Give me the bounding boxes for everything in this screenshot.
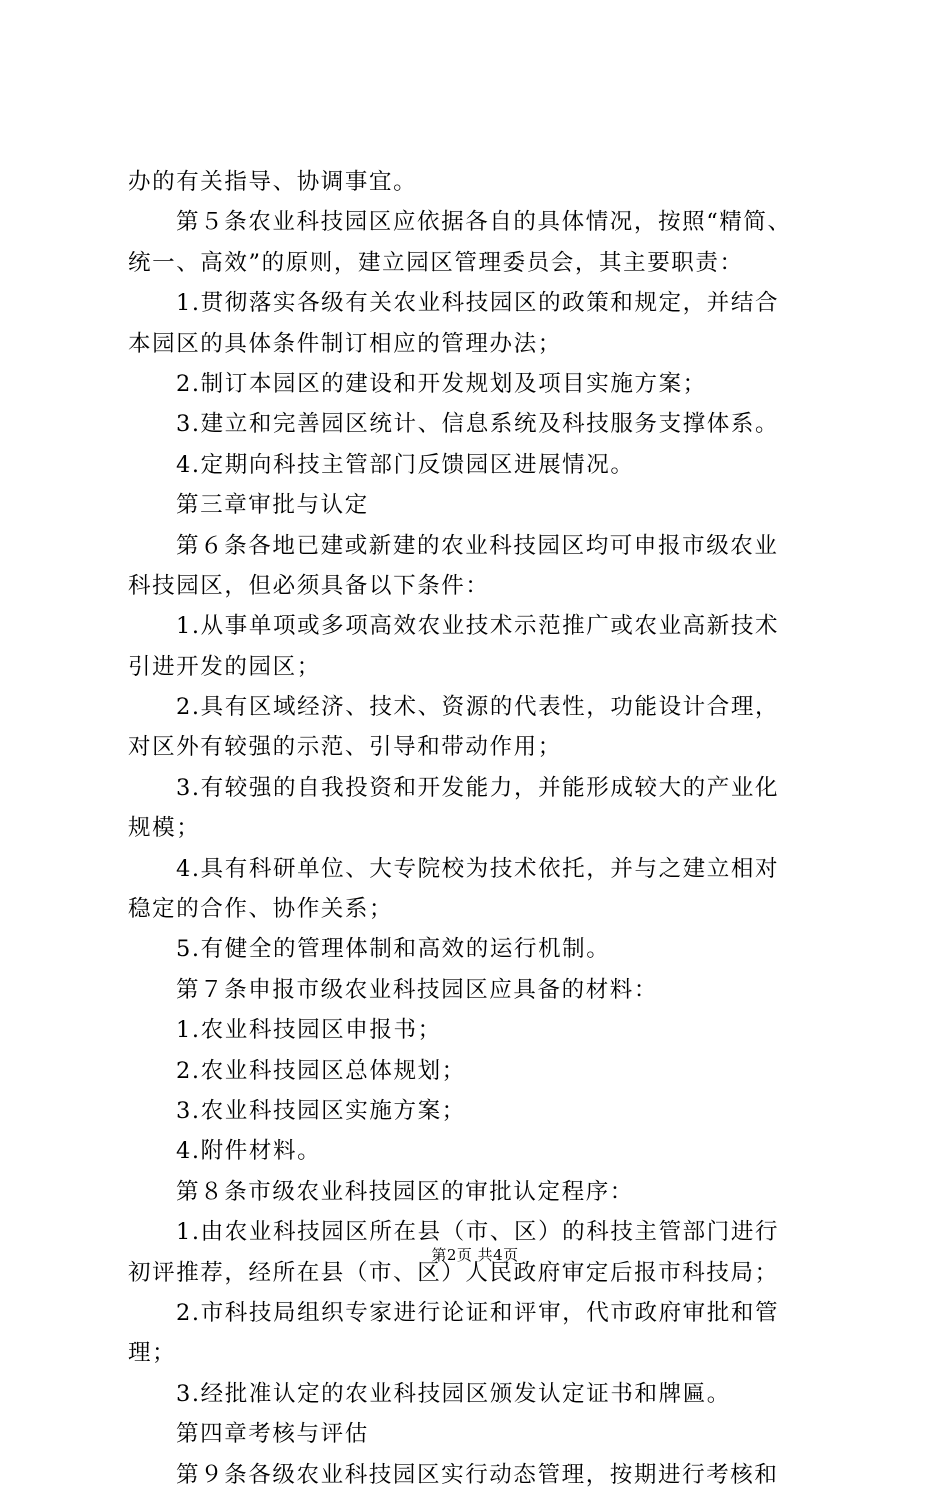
text-line: 1.农业科技园区申报书；	[176, 1017, 442, 1044]
text-line: 第７条申报市级农业科技园区应具备的材料：	[176, 976, 659, 1003]
text-line: 4.具有科研单位、大专院校为技术依托，并与之建立相对	[176, 855, 780, 882]
text-line: 1.从事单项或多项高效农业技术示范推广或农业高新技术	[176, 613, 780, 640]
text-line: 3.建立和完善园区统计、信息系统及科技服务支撑体系。	[176, 411, 780, 438]
text-line: 2.具有区域经济、技术、资源的代表性，功能设计合理，	[176, 694, 780, 721]
text-line: 5.有健全的管理体制和高效的运行机制。	[176, 936, 611, 963]
text-line: 统一、高效”的原则，建立园区管理委员会，其主要职责：	[128, 249, 744, 276]
text-line: 理；	[128, 1340, 177, 1367]
text-line: 规模；	[128, 815, 201, 842]
text-line: 第三章审批与认定	[176, 492, 369, 519]
text-line: 对区外有较强的示范、引导和带动作用；	[128, 734, 562, 761]
text-line: 2.农业科技园区总体规划；	[176, 1057, 466, 1084]
document-body	[128, 162, 833, 1495]
text-line: 第９条各级农业科技园区实行动态管理，按期进行考核和	[176, 1461, 779, 1488]
text-line: 3.经批准认定的农业科技园区颁发认定证书和牌匾。	[176, 1380, 731, 1407]
text-line: 第四章考核与评估	[176, 1421, 369, 1448]
text-line: 第６条各地已建或新建的农业科技园区均可申报市级农业	[176, 532, 779, 559]
text-line: 初评推荐，经所在县（市、区）人民政府审定后报市科技局；	[128, 1259, 779, 1286]
text-line: 3.农业科技园区实施方案；	[176, 1097, 466, 1124]
text-line: 1.贯彻落实各级有关农业科技园区的政策和规定，并结合	[176, 290, 780, 317]
text-line: 2.制订本园区的建设和开发规划及项目实施方案；	[176, 370, 707, 397]
text-line: 4.附件材料。	[176, 1138, 322, 1165]
text-line: 3.有较强的自我投资和开发能力，并能形成较大的产业化	[176, 774, 780, 801]
text-line: 第８条市级农业科技园区的审批认定程序：	[176, 1178, 634, 1205]
text-line: 1.由农业科技园区所在县（市、区）的科技主管部门进行	[176, 1219, 780, 1246]
text-line: 稳定的合作、协作关系；	[128, 896, 394, 923]
page-footer: 第2页 共4页	[431, 1246, 519, 1264]
text-line: 引进开发的园区；	[128, 653, 321, 680]
text-line: 本园区的具体条件制订相应的管理办法；	[128, 330, 562, 357]
text-line: 办的有关指导、协调事宜。	[128, 169, 418, 195]
text-line: 科技园区，但必须具备以下条件：	[128, 572, 490, 599]
text-line: 4.定期向科技主管部门反馈园区进展情况。	[176, 451, 635, 478]
text-line: 第５条农业科技园区应依据各自的具体情况，按照“精简、	[176, 209, 792, 236]
text-line: 2.市科技局组织专家进行论证和评审，代市政府审批和管	[176, 1299, 780, 1326]
